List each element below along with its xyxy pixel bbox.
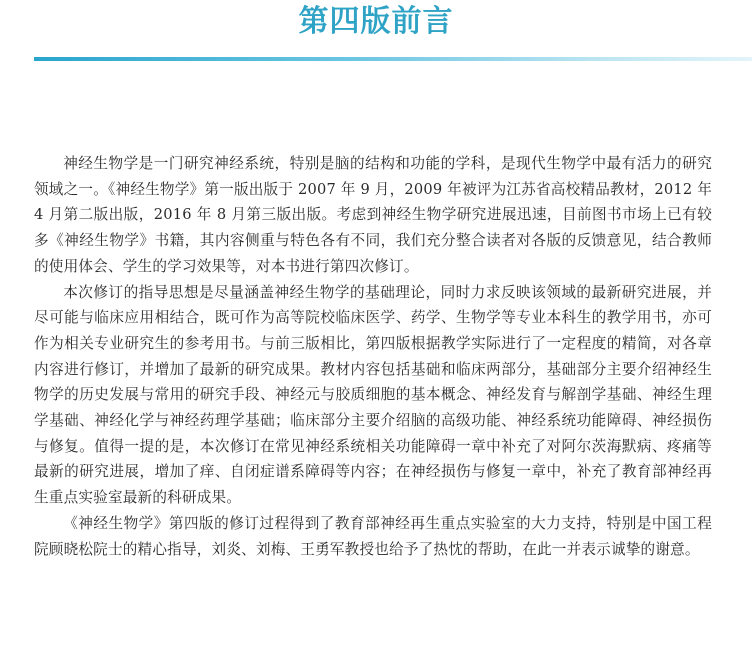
paragraph-2: 本次修订的指导思想是尽量涵盖神经生物学的基础理论，同时力求反映该领域的最新研究进展，并尽可能与临床应用相结合，既可作为高等院校临床医学、药学、生物学等专业本科生的教学用书，亦可作为相关专业研究生的参考用书。与前三版相比，第四版根据教学实际进行了一定程度的精简，对各章内容进行修订，并增加了最新的研究成果。教材内容包括基础和临床两部分，基础部分主要介绍神经生物学的历史发展与常用的研究手段、神经元与胶质细胞的基本概念、神经发育与解剖学基础、神经生理学基础、神经化学与神经药理学基础；临床部分主要介绍脑的高级功能、神经系统功能障碍、神经损伤与修复。值得一提的是，本次修订在常见神经系统相关功能障碍一章中补充了对阿尔茨海默病、疼痛等最新的研究进展，增加了痒、自闭症谱系障碍等内容；在神经损伤与修复一章中，补充了教育部神经再生重点实验室最新的科研成果。	[34, 283, 712, 507]
title-underline	[34, 57, 752, 61]
paragraph-1: 神经生物学是一门研究神经系统，特别是脑的结构和功能的学科，是现代生物学中最有活力的研究领域之一。《神经生物学》第一版出版于 2007 年 9 月，2009 年被评为江苏省高校精品教材，2012 年 4 月第二版出版，2016 年 8 月第三版出版。考虑到神经生物学研究进展迅速，目前图书市场上已有较多《神经生物学》书籍，其内容侧重与特色各有不同，我们充分整合读者对各版的反馈意见，结合教师的使用体会、学生的学习效果等，对本书进行第四次修订。	[34, 155, 712, 275]
preface-body	[34, 151, 712, 562]
page-title: 第四版前言	[298, 4, 454, 39]
paragraph-3: 《神经生物学》第四版的修订过程得到了教育部神经再生重点实验室的大力支持，特别是中国工程院顾晓松院士的精心指导，刘炎、刘梅、王勇军教授也给予了热忱的帮助，在此一并表示诚挚的谢意。	[34, 514, 712, 558]
